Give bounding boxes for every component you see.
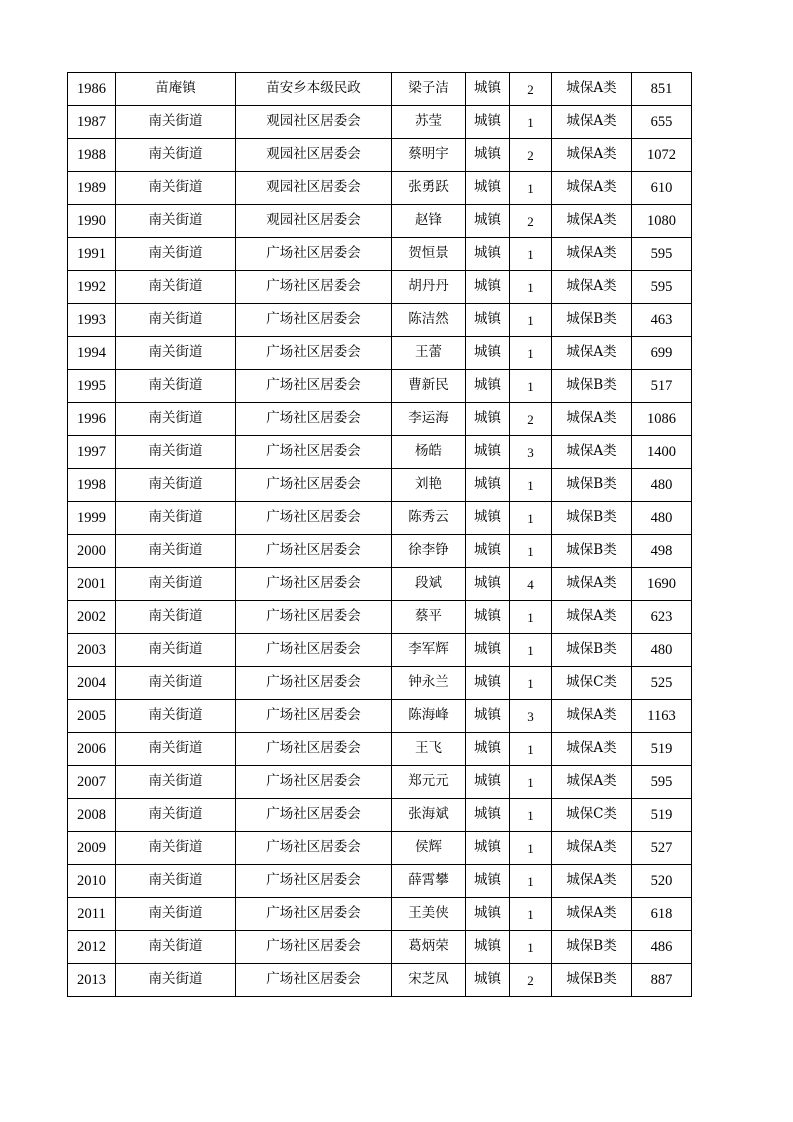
- cell-committee: 广场社区居委会: [236, 271, 392, 304]
- cell-committee: 广场社区居委会: [236, 304, 392, 337]
- cell-area: 城镇: [466, 238, 510, 271]
- table-row: [68, 568, 692, 601]
- cell-committee: 观园社区居委会: [236, 205, 392, 238]
- table-row: [68, 865, 692, 898]
- cell-category: 城保A类: [552, 832, 632, 865]
- cell-committee: 观园社区居委会: [236, 139, 392, 172]
- cell-count: 1: [510, 370, 552, 403]
- cell-amount: 610: [632, 172, 692, 205]
- table-row: [68, 502, 692, 535]
- table-row: [68, 172, 692, 205]
- cell-count: 1: [510, 502, 552, 535]
- cell-town: 南关街道: [116, 238, 236, 271]
- cell-committee: 广场社区居委会: [236, 634, 392, 667]
- cell-name: 李运海: [392, 403, 466, 436]
- cell-name: 张海斌: [392, 799, 466, 832]
- welfare-roster-table: [67, 72, 692, 997]
- cell-category: 城保B类: [552, 535, 632, 568]
- cell-category: 城保B类: [552, 502, 632, 535]
- cell-id: 1991: [68, 238, 116, 271]
- cell-area: 城镇: [466, 370, 510, 403]
- cell-id: 1990: [68, 205, 116, 238]
- cell-amount: 480: [632, 469, 692, 502]
- cell-id: 1988: [68, 139, 116, 172]
- cell-id: 1993: [68, 304, 116, 337]
- table-row: [68, 799, 692, 832]
- cell-count: 1: [510, 898, 552, 931]
- cell-name: 李军辉: [392, 634, 466, 667]
- cell-count: 1: [510, 601, 552, 634]
- cell-town: 南关街道: [116, 106, 236, 139]
- table-row: [68, 601, 692, 634]
- cell-category: 城保A类: [552, 403, 632, 436]
- cell-committee: 广场社区居委会: [236, 568, 392, 601]
- cell-committee: 广场社区居委会: [236, 799, 392, 832]
- cell-area: 城镇: [466, 634, 510, 667]
- cell-amount: 595: [632, 271, 692, 304]
- cell-committee: 广场社区居委会: [236, 469, 392, 502]
- cell-name: 苏莹: [392, 106, 466, 139]
- cell-id: 2008: [68, 799, 116, 832]
- cell-name: 侯辉: [392, 832, 466, 865]
- cell-area: 城镇: [466, 700, 510, 733]
- cell-name: 梁子洁: [392, 73, 466, 106]
- cell-name: 陈洁然: [392, 304, 466, 337]
- cell-area: 城镇: [466, 139, 510, 172]
- cell-id: 1986: [68, 73, 116, 106]
- cell-id: 1992: [68, 271, 116, 304]
- cell-amount: 1690: [632, 568, 692, 601]
- cell-town: 南关街道: [116, 337, 236, 370]
- cell-name: 蔡平: [392, 601, 466, 634]
- cell-town: 南关街道: [116, 964, 236, 997]
- cell-id: 2010: [68, 865, 116, 898]
- cell-name: 宋芝凤: [392, 964, 466, 997]
- cell-category: 城保A类: [552, 337, 632, 370]
- cell-area: 城镇: [466, 502, 510, 535]
- cell-count: 1: [510, 865, 552, 898]
- cell-amount: 525: [632, 667, 692, 700]
- cell-committee: 广场社区居委会: [236, 601, 392, 634]
- cell-count: 2: [510, 964, 552, 997]
- cell-name: 王飞: [392, 733, 466, 766]
- cell-amount: 1086: [632, 403, 692, 436]
- cell-category: 城保B类: [552, 469, 632, 502]
- cell-category: 城保A类: [552, 568, 632, 601]
- cell-id: 2012: [68, 931, 116, 964]
- table-row: [68, 964, 692, 997]
- cell-area: 城镇: [466, 832, 510, 865]
- table-row: [68, 205, 692, 238]
- cell-committee: 广场社区居委会: [236, 865, 392, 898]
- cell-name: 陈海峰: [392, 700, 466, 733]
- cell-area: 城镇: [466, 568, 510, 601]
- cell-count: 1: [510, 832, 552, 865]
- cell-area: 城镇: [466, 601, 510, 634]
- cell-amount: 1400: [632, 436, 692, 469]
- cell-amount: 655: [632, 106, 692, 139]
- cell-committee: 广场社区居委会: [236, 403, 392, 436]
- cell-area: 城镇: [466, 205, 510, 238]
- cell-category: 城保A类: [552, 106, 632, 139]
- cell-amount: 480: [632, 502, 692, 535]
- cell-town: 南关街道: [116, 700, 236, 733]
- cell-town: 南关街道: [116, 832, 236, 865]
- cell-category: 城保A类: [552, 601, 632, 634]
- cell-count: 1: [510, 238, 552, 271]
- table-row: [68, 403, 692, 436]
- cell-id: 2004: [68, 667, 116, 700]
- cell-category: 城保B类: [552, 304, 632, 337]
- cell-area: 城镇: [466, 304, 510, 337]
- cell-amount: 463: [632, 304, 692, 337]
- cell-name: 蔡明宇: [392, 139, 466, 172]
- cell-committee: 观园社区居委会: [236, 106, 392, 139]
- cell-town: 南关街道: [116, 766, 236, 799]
- cell-count: 1: [510, 106, 552, 139]
- cell-area: 城镇: [466, 106, 510, 139]
- cell-committee: 广场社区居委会: [236, 766, 392, 799]
- cell-amount: 851: [632, 73, 692, 106]
- cell-count: 1: [510, 535, 552, 568]
- cell-name: 曹新民: [392, 370, 466, 403]
- table-row: [68, 139, 692, 172]
- cell-category: 城保A类: [552, 733, 632, 766]
- cell-name: 张勇跃: [392, 172, 466, 205]
- table-row: [68, 436, 692, 469]
- cell-town: 南关街道: [116, 799, 236, 832]
- cell-category: 城保C类: [552, 799, 632, 832]
- cell-count: 1: [510, 337, 552, 370]
- cell-town: 南关街道: [116, 601, 236, 634]
- cell-area: 城镇: [466, 73, 510, 106]
- cell-town: 南关街道: [116, 304, 236, 337]
- cell-category: 城保B类: [552, 634, 632, 667]
- cell-count: 3: [510, 436, 552, 469]
- cell-id: 2007: [68, 766, 116, 799]
- cell-name: 王蕾: [392, 337, 466, 370]
- cell-town: 苗庵镇: [116, 73, 236, 106]
- cell-category: 城保B类: [552, 931, 632, 964]
- cell-area: 城镇: [466, 766, 510, 799]
- cell-name: 钟永兰: [392, 667, 466, 700]
- cell-count: 1: [510, 799, 552, 832]
- table-row: [68, 535, 692, 568]
- cell-name: 赵锋: [392, 205, 466, 238]
- cell-id: 1999: [68, 502, 116, 535]
- cell-committee: 广场社区居委会: [236, 337, 392, 370]
- cell-category: 城保A类: [552, 172, 632, 205]
- cell-category: 城保B类: [552, 370, 632, 403]
- cell-id: 2000: [68, 535, 116, 568]
- cell-count: 1: [510, 304, 552, 337]
- cell-town: 南关街道: [116, 667, 236, 700]
- cell-town: 南关街道: [116, 370, 236, 403]
- cell-town: 南关街道: [116, 436, 236, 469]
- cell-area: 城镇: [466, 898, 510, 931]
- cell-committee: 广场社区居委会: [236, 238, 392, 271]
- cell-town: 南关街道: [116, 403, 236, 436]
- cell-committee: 广场社区居委会: [236, 931, 392, 964]
- cell-name: 徐李铮: [392, 535, 466, 568]
- cell-count: 1: [510, 733, 552, 766]
- cell-town: 南关街道: [116, 898, 236, 931]
- cell-amount: 1080: [632, 205, 692, 238]
- cell-id: 2003: [68, 634, 116, 667]
- cell-id: 1989: [68, 172, 116, 205]
- cell-town: 南关街道: [116, 502, 236, 535]
- cell-count: 2: [510, 403, 552, 436]
- cell-committee: 苗安乡本级民政: [236, 73, 392, 106]
- cell-id: 2005: [68, 700, 116, 733]
- cell-amount: 520: [632, 865, 692, 898]
- cell-id: 1987: [68, 106, 116, 139]
- cell-category: 城保A类: [552, 139, 632, 172]
- table-row: [68, 304, 692, 337]
- cell-committee: 广场社区居委会: [236, 436, 392, 469]
- cell-name: 郑元元: [392, 766, 466, 799]
- cell-category: 城保C类: [552, 667, 632, 700]
- cell-town: 南关街道: [116, 865, 236, 898]
- cell-town: 南关街道: [116, 931, 236, 964]
- cell-committee: 广场社区居委会: [236, 667, 392, 700]
- cell-town: 南关街道: [116, 733, 236, 766]
- cell-name: 贺恒景: [392, 238, 466, 271]
- table-row: [68, 271, 692, 304]
- cell-committee: 广场社区居委会: [236, 733, 392, 766]
- cell-category: 城保A类: [552, 898, 632, 931]
- cell-amount: 519: [632, 799, 692, 832]
- cell-committee: 广场社区居委会: [236, 898, 392, 931]
- cell-amount: 595: [632, 766, 692, 799]
- cell-count: 3: [510, 700, 552, 733]
- cell-category: 城保A类: [552, 700, 632, 733]
- cell-name: 刘艳: [392, 469, 466, 502]
- table-row: [68, 733, 692, 766]
- cell-town: 南关街道: [116, 634, 236, 667]
- cell-area: 城镇: [466, 337, 510, 370]
- cell-id: 1995: [68, 370, 116, 403]
- cell-category: 城保A类: [552, 238, 632, 271]
- cell-count: 1: [510, 634, 552, 667]
- cell-amount: 517: [632, 370, 692, 403]
- cell-area: 城镇: [466, 436, 510, 469]
- cell-amount: 595: [632, 238, 692, 271]
- cell-area: 城镇: [466, 403, 510, 436]
- cell-area: 城镇: [466, 931, 510, 964]
- cell-area: 城镇: [466, 865, 510, 898]
- cell-committee: 广场社区居委会: [236, 370, 392, 403]
- table-row: [68, 370, 692, 403]
- cell-category: 城保B类: [552, 964, 632, 997]
- cell-count: 2: [510, 73, 552, 106]
- cell-count: 1: [510, 931, 552, 964]
- cell-area: 城镇: [466, 667, 510, 700]
- cell-count: 1: [510, 667, 552, 700]
- table-row: [68, 238, 692, 271]
- cell-amount: 527: [632, 832, 692, 865]
- cell-amount: 618: [632, 898, 692, 931]
- table-row: [68, 469, 692, 502]
- cell-count: 1: [510, 469, 552, 502]
- cell-amount: 498: [632, 535, 692, 568]
- cell-id: 1994: [68, 337, 116, 370]
- cell-count: 4: [510, 568, 552, 601]
- cell-area: 城镇: [466, 271, 510, 304]
- cell-name: 段斌: [392, 568, 466, 601]
- cell-amount: 887: [632, 964, 692, 997]
- cell-amount: 519: [632, 733, 692, 766]
- cell-name: 王美侠: [392, 898, 466, 931]
- cell-area: 城镇: [466, 964, 510, 997]
- cell-area: 城镇: [466, 535, 510, 568]
- cell-id: 2013: [68, 964, 116, 997]
- cell-name: 陈秀云: [392, 502, 466, 535]
- cell-town: 南关街道: [116, 469, 236, 502]
- cell-count: 1: [510, 172, 552, 205]
- cell-count: 1: [510, 271, 552, 304]
- table-row: [68, 667, 692, 700]
- table-body: [68, 73, 692, 997]
- cell-area: 城镇: [466, 469, 510, 502]
- table-row: [68, 898, 692, 931]
- cell-town: 南关街道: [116, 535, 236, 568]
- cell-name: 薛霄攀: [392, 865, 466, 898]
- cell-amount: 480: [632, 634, 692, 667]
- cell-town: 南关街道: [116, 139, 236, 172]
- cell-committee: 广场社区居委会: [236, 964, 392, 997]
- cell-id: 1996: [68, 403, 116, 436]
- cell-area: 城镇: [466, 733, 510, 766]
- table-row: [68, 634, 692, 667]
- cell-count: 1: [510, 766, 552, 799]
- cell-amount: 699: [632, 337, 692, 370]
- cell-town: 南关街道: [116, 568, 236, 601]
- cell-committee: 广场社区居委会: [236, 832, 392, 865]
- cell-id: 2006: [68, 733, 116, 766]
- cell-area: 城镇: [466, 799, 510, 832]
- cell-town: 南关街道: [116, 271, 236, 304]
- cell-category: 城保A类: [552, 766, 632, 799]
- cell-id: 2001: [68, 568, 116, 601]
- cell-amount: 1163: [632, 700, 692, 733]
- cell-name: 杨皓: [392, 436, 466, 469]
- cell-amount: 486: [632, 931, 692, 964]
- cell-town: 南关街道: [116, 172, 236, 205]
- cell-committee: 广场社区居委会: [236, 700, 392, 733]
- cell-count: 2: [510, 139, 552, 172]
- table-row: [68, 700, 692, 733]
- cell-category: 城保A类: [552, 436, 632, 469]
- cell-area: 城镇: [466, 172, 510, 205]
- cell-name: 葛炳荣: [392, 931, 466, 964]
- cell-id: 1997: [68, 436, 116, 469]
- cell-category: 城保A类: [552, 865, 632, 898]
- cell-committee: 观园社区居委会: [236, 172, 392, 205]
- cell-count: 2: [510, 205, 552, 238]
- cell-amount: 623: [632, 601, 692, 634]
- cell-committee: 广场社区居委会: [236, 535, 392, 568]
- cell-committee: 广场社区居委会: [236, 502, 392, 535]
- cell-category: 城保A类: [552, 271, 632, 304]
- table-row: [68, 337, 692, 370]
- cell-id: 1998: [68, 469, 116, 502]
- table-row: [68, 73, 692, 106]
- cell-amount: 1072: [632, 139, 692, 172]
- cell-name: 胡丹丹: [392, 271, 466, 304]
- table-row: [68, 832, 692, 865]
- cell-category: 城保A类: [552, 205, 632, 238]
- cell-id: 2009: [68, 832, 116, 865]
- cell-id: 2011: [68, 898, 116, 931]
- table-row: [68, 766, 692, 799]
- cell-town: 南关街道: [116, 205, 236, 238]
- cell-category: 城保A类: [552, 73, 632, 106]
- table-row: [68, 931, 692, 964]
- table-row: [68, 106, 692, 139]
- cell-id: 2002: [68, 601, 116, 634]
